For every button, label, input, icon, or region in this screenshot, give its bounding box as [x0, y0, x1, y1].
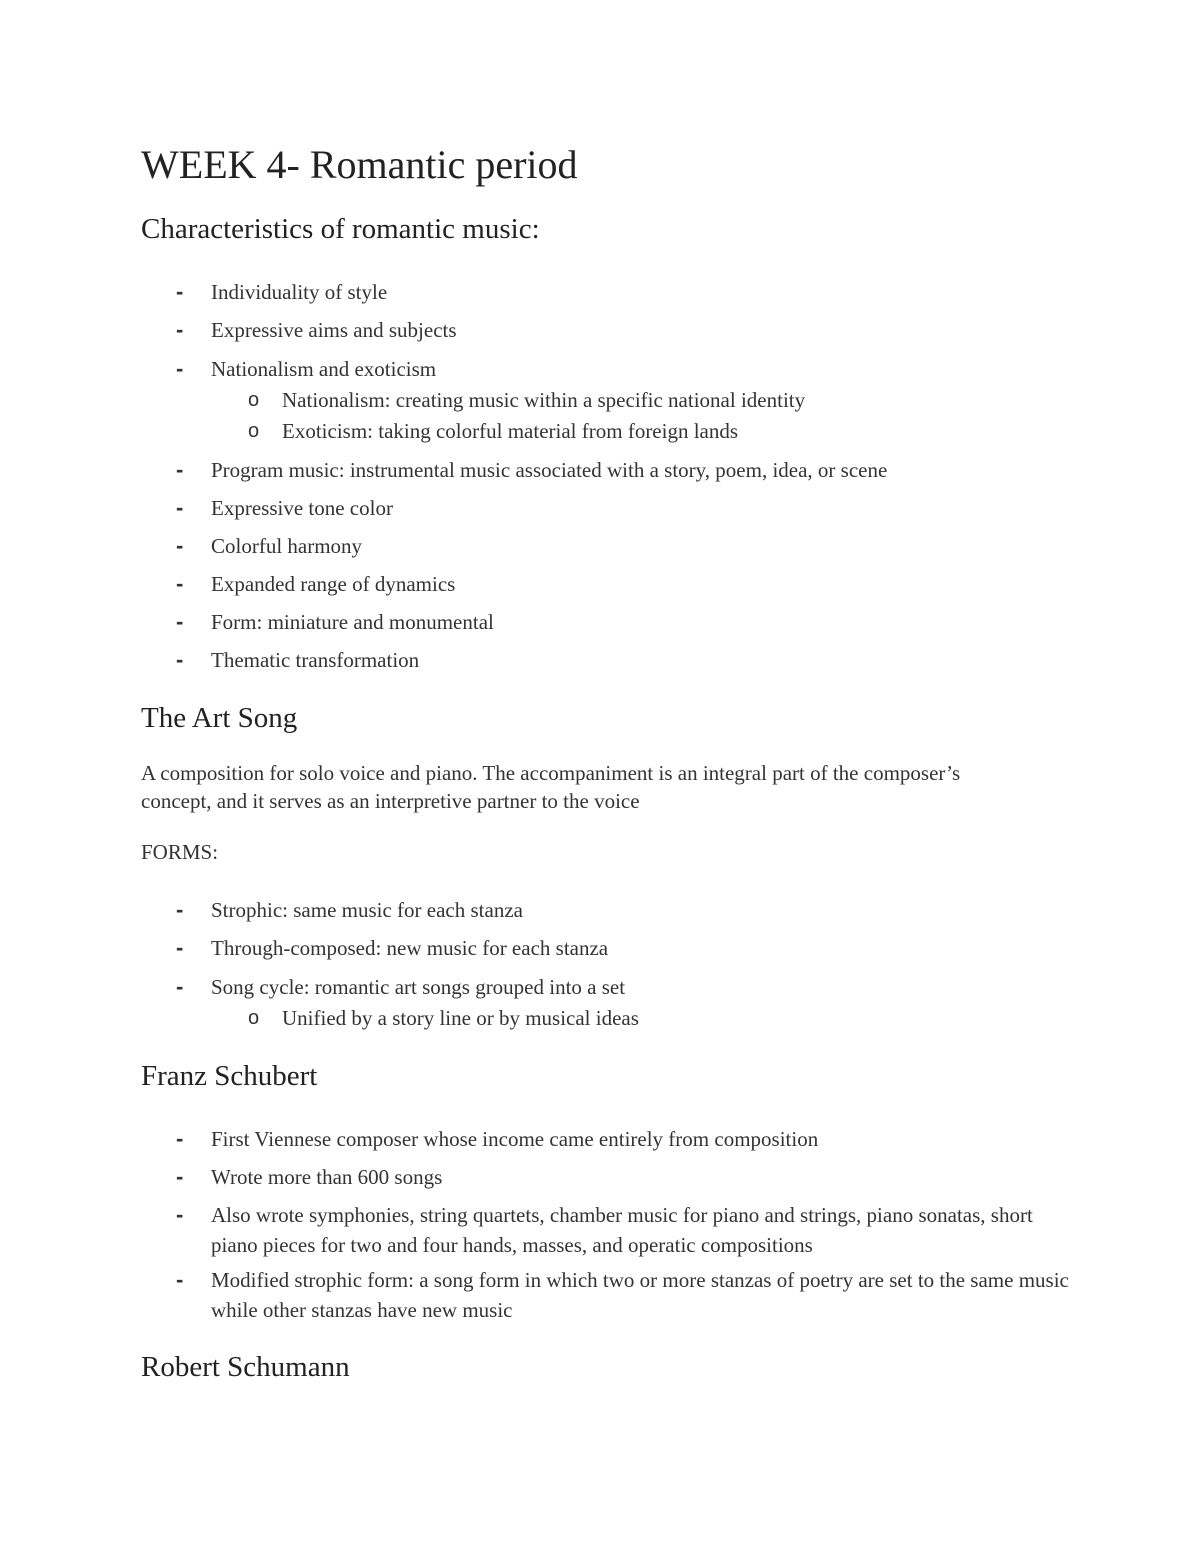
- circle-bullet-icon: o: [248, 389, 260, 411]
- list-item-text: Song cycle: romantic art songs grouped into a set: [211, 975, 626, 999]
- dash-bullet-icon: -: [176, 1126, 184, 1151]
- dash-bullet-icon: -: [176, 1202, 184, 1227]
- sub-list-item-text: Exoticism: taking colorful material from foreign lands: [282, 419, 739, 443]
- art-song-heading: The Art Song: [141, 702, 298, 734]
- dash-bullet-icon: -: [176, 1267, 184, 1292]
- dash-bullet-icon: -: [176, 317, 184, 342]
- circle-bullet-icon: o: [248, 1007, 260, 1029]
- dash-bullet-icon: -: [176, 974, 184, 999]
- list-item-text: Strophic: same music for each stanza: [211, 898, 523, 922]
- list-item-text: Expanded range of dynamics: [211, 572, 456, 596]
- sub-list-item-text: Nationalism: creating music within a specific national identity: [282, 388, 806, 412]
- art-song-description: A composition for solo voice and piano. The accompaniment is an integral part of the composer’s concept, and it serves as an interpretive partner to the voice: [141, 761, 961, 813]
- list-item-text: Form: miniature and monumental: [211, 610, 494, 634]
- list-item-text: Modified strophic form: a song form in which two or more stanzas of poetry are set to the same music while other stanzas have new music: [211, 1268, 1069, 1322]
- list-item-text: Program music: instrumental music associated with a story, poem, idea, or scene: [211, 458, 888, 482]
- schubert-heading: Franz Schubert: [141, 1060, 318, 1092]
- sub-list-item-text: Unified by a story line or by musical ideas: [282, 1006, 639, 1030]
- dash-bullet-icon: -: [176, 457, 184, 482]
- list-item-text: First Viennese composer whose income came entirely from composition: [211, 1127, 819, 1151]
- dash-bullet-icon: -: [176, 571, 184, 596]
- forms-label: FORMS:: [141, 840, 219, 864]
- list-item-text: Expressive tone color: [211, 496, 393, 520]
- dash-bullet-icon: -: [176, 1164, 184, 1189]
- list-item-text: Wrote more than 600 songs: [211, 1165, 443, 1189]
- dash-bullet-icon: -: [176, 533, 184, 558]
- dash-bullet-icon: -: [176, 647, 184, 672]
- dash-bullet-icon: -: [176, 495, 184, 520]
- dash-bullet-icon: -: [176, 356, 184, 381]
- schumann-heading: Robert Schumann: [141, 1351, 350, 1383]
- list-item-text: Individuality of style: [211, 280, 388, 304]
- list-item-text: Colorful harmony: [211, 534, 363, 558]
- circle-bullet-icon: o: [248, 420, 260, 442]
- dash-bullet-icon: -: [176, 935, 184, 960]
- list-item-text: Through-composed: new music for each stanza: [211, 936, 609, 960]
- list-item-text: Nationalism and exoticism: [211, 357, 437, 381]
- list-item-text: Also wrote symphonies, string quartets, chamber music for piano and strings, piano sonatas, short piano pieces for two and four hands, masses, and operatic compositions: [211, 1203, 1033, 1257]
- list-item-text: Expressive aims and subjects: [211, 318, 457, 342]
- dash-bullet-icon: -: [176, 279, 184, 304]
- characteristics-heading: Characteristics of romantic music:: [141, 213, 540, 245]
- dash-bullet-icon: -: [176, 609, 184, 634]
- dash-bullet-icon: -: [176, 897, 184, 922]
- list-item-text: Thematic transformation: [211, 648, 420, 672]
- page-title: WEEK 4- Romantic period: [141, 142, 578, 187]
